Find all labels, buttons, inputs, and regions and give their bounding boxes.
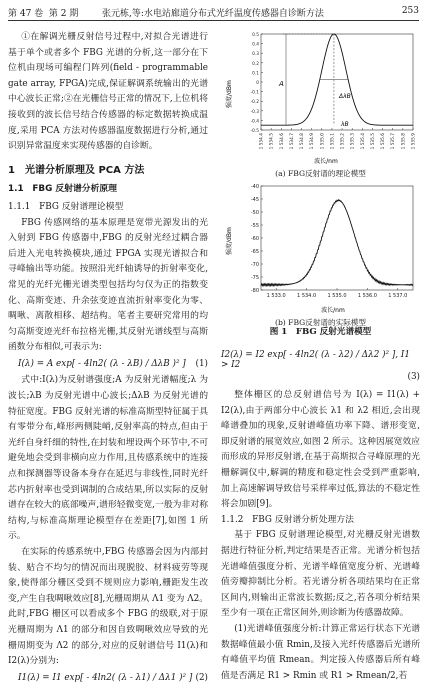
x-tick-label: 1 535.2 [340,133,346,150]
x-tick-label: 1 534.4 [259,133,265,150]
paragraph-peak-analysis: (1)光谱峰值强度分析:计算正常运行状态下光谱数据峰值最小值 Rmin,及接入光纤传感器后光谱所有峰值平均值 Rmean。判定接入传感器后所有峰值是否满足 R1 > Rmin 或 R1 > Rmean/2,若 [221,623,420,681]
section-heading-1-1: 1.1 FBG 反射谱分析原理 [8,184,117,195]
x-tick-label: 1 533.0 [266,293,286,299]
equation-2-number: (2) [195,672,208,683]
equation-1-body: I(λ) = A exp[ - 4ln2( (λ - λB) / ΔλB )² ] [18,358,186,369]
chart-theoretical-model [221,28,420,166]
y-tick-label: -45 [250,197,259,203]
right-column [221,388,420,684]
x-tick-label: 1 535.1 [330,133,336,150]
equation-2 [8,671,208,687]
x-tick-label: 1 535.4 [360,133,366,150]
paragraph-analysis-method: 基于 FBG 反射谱理论模型,对光栅反射光谱数据进行特征分析,判定结果是否正常。光谱分析包括光谱峰值强度分析、光谱半峰值宽度分析、光谱峰值旁瓣抑制比分析。若光谱分析各项结果均在正常区间内,则输出正常波长数据;反之,若各项分析结果至少有一项在正常区间外,则诊断为传感器故障。 [221,530,420,619]
y-tick-label: -75 [250,275,259,281]
y-tick-label: -0.4 [250,119,259,125]
caption-a: (a) FBG反射谱的理论模型 [275,169,366,178]
x-tick-label: 1 535.7 [391,133,397,150]
x-tick-label: 1 536.0 [357,293,377,299]
x-tick-label: 1 534.6 [279,133,285,150]
y-tick-label: -50 [250,210,259,216]
y-tick-label: -0.2 [250,100,259,106]
y-tick-label: 0.5 [252,33,259,38]
y-tick-label: -80 [250,288,259,294]
plot-frame [261,186,413,290]
figure-title: 图 1 FBG 反射光谱模型 [269,327,372,337]
chart-a-xlabel: 波长/nm [314,158,338,165]
journal-volume-issue [8,6,78,19]
y-tick-label: -60 [250,236,259,242]
equation-2-body: I1(λ) = I1 exp[ - 4ln2( (λ - λ1) / Δλ1 )² ] [18,672,193,683]
chart-a-ylabel: 强度/dBm [226,80,233,108]
intro-paragraph: ①在解调光栅反射信号过程中,对拟合光谱进行基于单个或者多个 FBG 光谱的分析,这一部分在下位机由现场可编程门阵列(field - programmable gate array, FPGA)完成,保证解调系统输出的光谱中心波长正常;②在光栅信号正常的情况下,上位机将接收到的波长信号结合传感器的标定数据转换成温度,采用 PCA 方法对传感器温度数据进行分析,通过识别异常温度来实现传感器的自诊断。 [8,32,208,152]
x-tick-label: 1 534.5 [269,133,275,150]
page-number: 253 [401,6,419,16]
section-heading-1: 1 光谱分析原理及 PCA 方法 [8,164,145,176]
y-tick-label: -55 [250,223,259,229]
y-tick-label: 0.3 [252,52,259,58]
caption-b: (b) FBG反射谱的实际模型 [274,318,366,327]
paragraph-symbols: 式中:I(λ)为反射谱强度;A 为反射光谱幅度;λ 为波长;λB 为反射光谱中心波长;ΔλB 为反射光谱的特征宽度。FBG 反射光谱的标准高斯型特征属于具有零带分布,峰形两侧陡峭,反射率高的特点,但由于光纤自身纤细的特性,在封装和埋设两个环节中,不可避免地会受到非横向应力作用,且传感系统中的连接点和探测器等设备本身存在延迟与非线性,同时光纤芯内折射率也受到调制的合成结果,所以实际的反射谱存在较大的底部噪声,谱形轻微变宽,一般为非对称结构,与标准高斯理论模型存在差距[7],如图 1 所示。 [8,375,208,542]
chart-actual-model [221,180,420,315]
y-tick-label: 0 [256,81,259,86]
section-heading-1-1-1: 1.1.1 FBG 反射谱理论模型 [8,201,124,212]
y-tick-label: -40 [250,184,259,190]
paragraph-fbg-principle: FBG 传感网络的基本原理是宽带光源发出的光入射到 FBG 传感器中,FBG 的反射光经过耦合器后进入光电转换模块,通过 FPGA 实现光谱拟合和寻峰输出等功能。按照沿光纤轴诱导的折射率变化,常见的光纤光栅光谱类型包括均匀仅为正的指数变化、高斯变迹、升余弦变迹直流折射率变化为零、啁啾、离散相移、超结构。笔者主要研究常用的均匀高斯变迹光纤布拉格光栅,其反射光谱线型与高斯函数分布相似,可表示为: [8,217,208,353]
plot-frame [261,34,413,130]
chart-a-annot-lambdaB: λB [341,121,349,128]
x-tick-label: 1 534.0 [297,293,317,299]
x-tick-label: 1 535.0 [320,133,326,150]
x-tick-label: 1 535.6 [381,133,387,150]
paragraph-chirp: 在实际的传感系统中,FBG 传感器会因为内部封装、贴合不均匀的情况而出现脱胶、材料疲劳等现象,使得部分栅区受到不规则应力影响,栅距发生改变,产生自我啁啾效应[8],光栅周期从 Λ1 变为 Λ2。此时,FBG 栅区可以看成多个 FBG 的级联,对于原光栅周期为 Λ1 的部分和因自致啁啾效应导致的光栅周期变为 Λ2 的部分,对应的反射谱信号 I1(λ)和 I2(λ)分别为: [8,547,208,667]
chart-b-xlabel: 波长/nm [321,307,345,314]
x-tick-label: 1 534.7 [289,133,295,150]
y-tick-label: -0.5 [250,129,259,134]
equation-3-number: (3) [407,372,420,382]
y-tick-label: -0.3 [250,109,259,115]
y-tick-label: -0.1 [250,90,259,96]
x-tick-label: 1 534.8 [300,133,306,150]
x-tick-label: 1 535.8 [401,133,407,150]
equation-1-number: (1) [195,358,208,369]
y-tick-label: -65 [250,249,259,255]
x-tick-label: 1 535.9 [411,133,417,150]
running-title: 张元栋,等:水电站廊道分布式光纤温度传感器自诊断方法 [102,9,324,19]
volume: 第 47 卷 [8,9,44,19]
chart-b-ylabel: 强度/dBm [226,227,233,255]
chart-a-annot-A: A [279,80,284,88]
left-column [8,30,208,687]
equation-3-body: I2(λ) = I2 exp[ - 4ln2( (λ - λ2) / Δλ2 )² ], I1 > I2 [221,350,410,370]
paragraph-broadening: 整体栅区的总反射谱信号为 I(λ) = I1(λ) + I2(λ),由于两部分中心波长 λ1 和 λ2 相近,会出现峰谱叠加的现象,反射谱峰值功率下降、谱形变宽,即反射谱的展宽效应,如图 2 所示。这种因展宽效应而形成的异形反射谱,在基于高斯拟合寻峰原理的光栅解调仪中,解调的精度和稳定性会受到严重影响,加上高速解调导致信号采样率过低,算法的不稳定性将会加剧[9]。 [221,390,420,510]
y-tick-label: -70 [250,262,259,268]
chart-a-annot-delta: ΔλB [339,93,351,100]
figure-1 [221,28,420,328]
x-tick-label: 1 534.9 [310,133,316,150]
x-tick-label: 1 535.5 [370,133,376,150]
x-tick-label: 1 537.0 [388,293,408,299]
equation-1 [8,357,208,373]
x-tick-label: 1 535.3 [350,133,356,150]
running-header [8,4,419,21]
x-tick-label: 1 535.0 [327,293,347,299]
spectrum-series-line [261,200,413,286]
equation-3 [221,350,420,382]
y-tick-label: 0.4 [252,42,259,48]
issue: 第 2 期 [48,9,79,19]
section-heading-1-1-2: 1.1.2 FBG 反射谱分析处理方法 [221,514,354,525]
y-tick-label: 0.1 [252,71,259,77]
y-tick-label: 0.2 [252,61,259,67]
